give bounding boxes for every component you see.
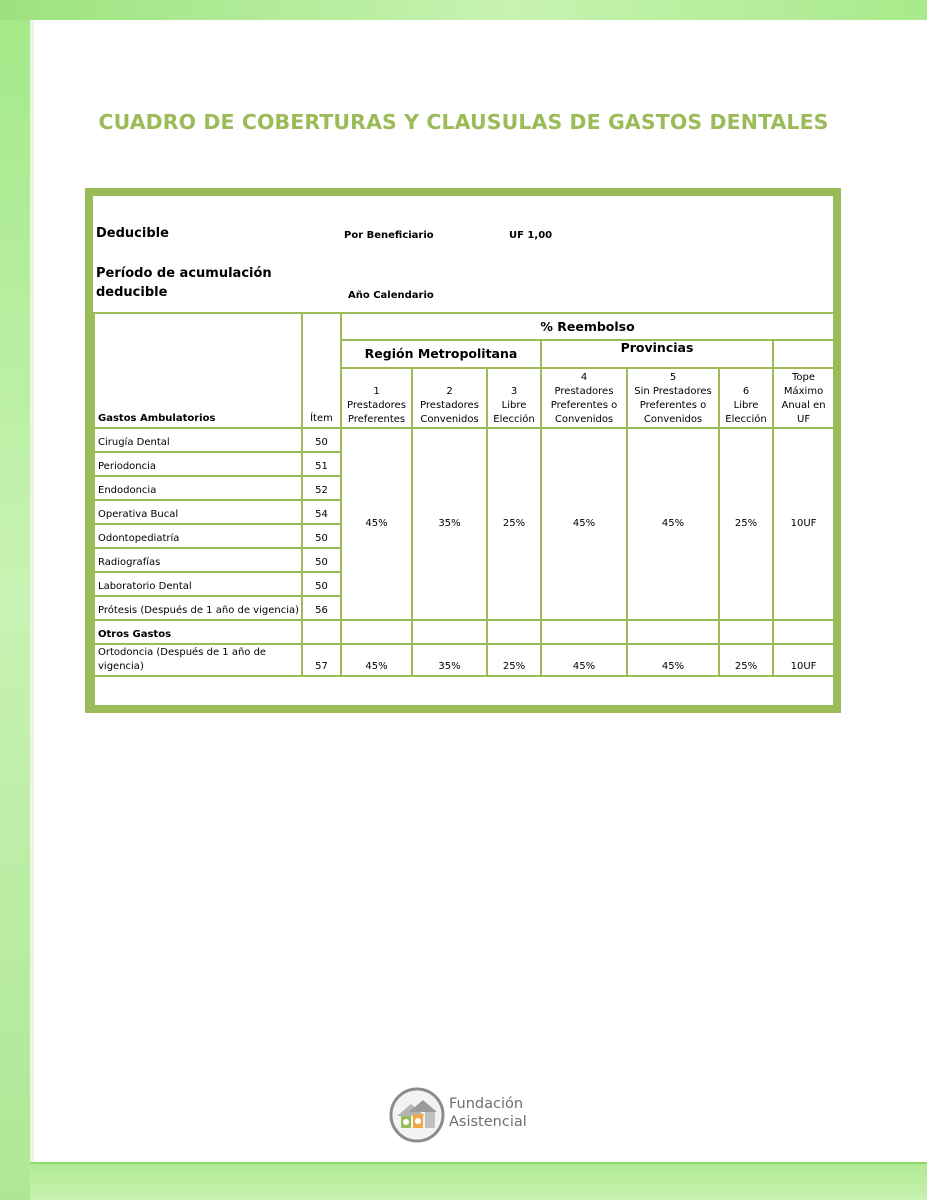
- col-3-number: 3: [510, 386, 518, 397]
- pct-col-6: 25%: [719, 428, 773, 620]
- provincias-header: Provincias: [541, 340, 773, 368]
- col-5-line1: Sin Prestadores: [634, 386, 712, 397]
- gastos-ambulatorios-header: [94, 313, 302, 428]
- tope-line1: Tope: [792, 372, 816, 383]
- ortodoncia-pct-col-3: 25%: [487, 644, 541, 676]
- col-6-line1: Libre: [733, 400, 759, 411]
- page-title: CUADRO DE COBERTURAS Y CLAUSULAS DE GASTOS DENTALES: [98, 110, 829, 134]
- bottom-green-border: [30, 1162, 927, 1200]
- col-5-number: 5: [669, 372, 677, 383]
- col-6-number: 6: [742, 386, 750, 397]
- ortodoncia-pct-col-2: 35%: [412, 644, 487, 676]
- deductible-amount: UF 1,00: [509, 230, 553, 241]
- gastos-ambulatorios-label: Gastos Ambulatorios: [98, 413, 216, 424]
- col-2-number: 2: [446, 386, 453, 397]
- table-row-label: Cirugía Dental: [94, 428, 302, 452]
- table-row-label: Endodoncia: [94, 476, 302, 500]
- period-label-line1: Período de acumulación: [96, 266, 272, 281]
- left-green-border: [0, 0, 30, 1200]
- table-row-label: Odontopediatría: [94, 524, 302, 548]
- item-code: 52: [302, 476, 341, 500]
- logo-line2: Asistencial: [449, 1114, 527, 1130]
- table-row-label: Radiografías: [94, 548, 302, 572]
- deductible-scope: Por Beneficiario: [344, 230, 434, 241]
- pct-col-5: 45%: [627, 428, 719, 620]
- logo-line1: Fundación: [449, 1096, 524, 1112]
- col-3-line1: Libre: [501, 400, 527, 411]
- item-code: 50: [302, 548, 341, 572]
- table-row-label: Prótesis (Después de 1 año de vigencia): [94, 596, 302, 620]
- bottom-border-line: [30, 1162, 927, 1164]
- tope-blank-header: [773, 340, 834, 368]
- period-label-line2: deducible: [96, 285, 168, 300]
- otros-gastos-cell: [412, 620, 487, 644]
- pct-col-1: 45%: [341, 428, 412, 620]
- logo-text: [449, 1095, 527, 1131]
- col-5-header: [627, 368, 719, 428]
- col-4-number: 4: [580, 372, 588, 383]
- ortodoncia-tope: 10UF: [773, 644, 834, 676]
- col-1-line1: Prestadores: [347, 400, 406, 411]
- col-1-number: 1: [373, 386, 380, 397]
- logo-emblem-icon: [389, 1086, 445, 1144]
- otros-gastos-label: Otros Gastos: [94, 620, 302, 644]
- deductible-label: Deducible: [96, 226, 169, 241]
- col-3-header: [487, 368, 541, 428]
- col-5-line2: Preferentes o: [639, 400, 707, 411]
- reembolso-header: % Reembolso: [341, 313, 834, 340]
- ortodoncia-pct-col-1: 45%: [341, 644, 412, 676]
- tope-header: [773, 368, 834, 428]
- item-code: 54: [302, 500, 341, 524]
- col-2-header: [412, 368, 487, 428]
- pct-col-4: 45%: [541, 428, 627, 620]
- item-header-label: Ítem: [310, 413, 333, 424]
- tope-line2: Máximo: [783, 386, 824, 397]
- otros-gastos-cell: [719, 620, 773, 644]
- period-label: [96, 264, 272, 302]
- pct-col-3: 25%: [487, 428, 541, 620]
- ortodoncia-pct-col-6: 25%: [719, 644, 773, 676]
- ortodoncia-item: 57: [302, 644, 341, 676]
- otros-gastos-item: [302, 620, 341, 644]
- col-4-line2: Preferentes o: [550, 400, 618, 411]
- table-footer-blank: [94, 676, 834, 706]
- col-6-header: [719, 368, 773, 428]
- fundacion-asistencial-logo: [389, 1086, 549, 1146]
- tope-line3: Anual en: [781, 400, 826, 411]
- col-2-line2: Convenidos: [420, 414, 479, 425]
- table-row-label: Laboratorio Dental: [94, 572, 302, 596]
- col-4-line3: Convenidos: [554, 414, 614, 425]
- item-code: 51: [302, 452, 341, 476]
- coverage-panel: [93, 196, 833, 705]
- period-value: Año Calendario: [348, 290, 434, 301]
- tope-line4: UF: [797, 414, 811, 425]
- coverage-table: [93, 312, 835, 707]
- otros-gastos-cell: [773, 620, 834, 644]
- col-3-line2: Elección: [493, 414, 535, 425]
- table-row-label: Periodoncia: [94, 452, 302, 476]
- col-1-line2: Preferentes: [347, 414, 406, 425]
- otros-gastos-cell: [487, 620, 541, 644]
- col-4-line1: Prestadores: [554, 386, 614, 397]
- tope-value: 10UF: [773, 428, 834, 620]
- col-5-line3: Convenidos: [643, 414, 703, 425]
- col-6-line2: Elección: [725, 414, 767, 425]
- ortodoncia-label-line1: Ortodoncia (Después de 1 año de: [98, 647, 267, 658]
- ortodoncia-pct-col-5: 45%: [627, 644, 719, 676]
- ortodoncia-label-line2: vigencia): [98, 661, 144, 672]
- item-code: 50: [302, 428, 341, 452]
- otros-gastos-cell: [341, 620, 412, 644]
- col-2-line1: Prestadores: [420, 400, 479, 411]
- region-metropolitana-header: Región Metropolitana: [341, 340, 541, 368]
- pct-col-2: 35%: [412, 428, 487, 620]
- top-green-border: [0, 0, 927, 20]
- otros-gastos-cell: [541, 620, 627, 644]
- item-code: 50: [302, 524, 341, 548]
- item-code: 56: [302, 596, 341, 620]
- ortodoncia-label: [94, 644, 302, 676]
- table-row-label: Operativa Bucal: [94, 500, 302, 524]
- ortodoncia-pct-col-4: 45%: [541, 644, 627, 676]
- coverage-frame: [85, 188, 841, 713]
- otros-gastos-cell: [627, 620, 719, 644]
- col-1-header: [341, 368, 412, 428]
- col-4-header: [541, 368, 627, 428]
- item-header: [302, 313, 341, 428]
- item-code: 50: [302, 572, 341, 596]
- left-border-highlight: [30, 20, 34, 1162]
